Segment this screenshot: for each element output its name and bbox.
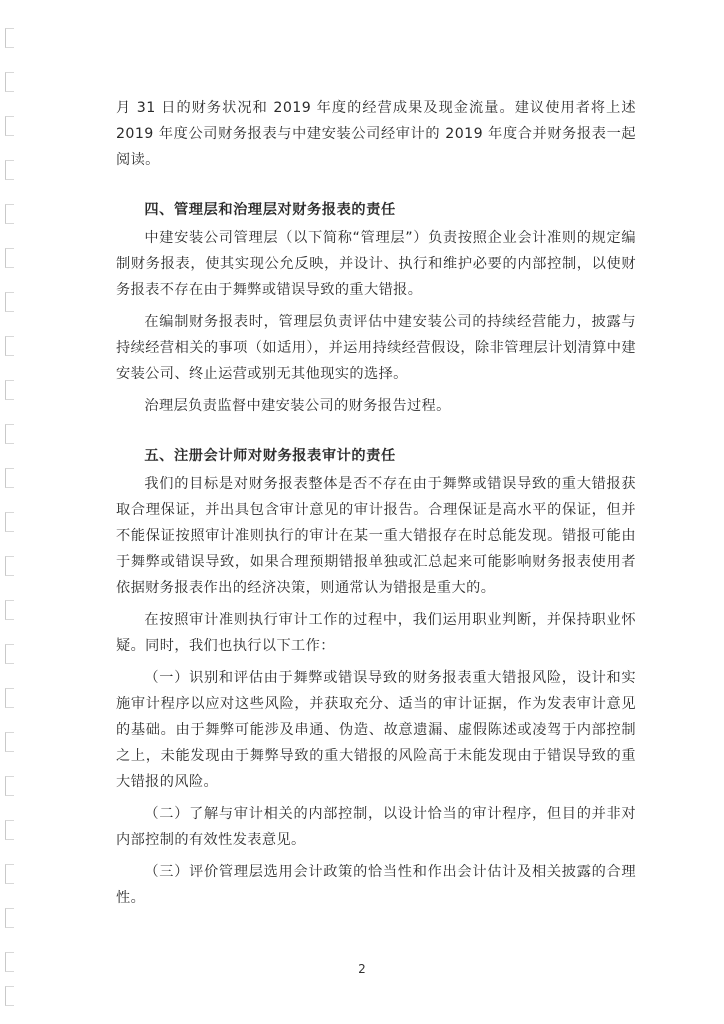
- binding-mark: [5, 424, 14, 444]
- binding-mark: [5, 600, 14, 620]
- audit-procedure-item-2: （二）了解与审计相关的内部控制，以设计恰当的审计程序，但目的并非对内部控制的有效性发表意见。: [116, 806, 636, 848]
- governance-paragraph: 治理层负责监督中建安装公司的财务报告过程。: [144, 398, 451, 414]
- binding-mark: [5, 116, 14, 136]
- section-heading-management-responsibility: 四、管理层和治理层对财务报表的责任: [144, 202, 396, 218]
- binding-mark: [5, 160, 14, 180]
- binding-mark: [5, 986, 14, 1006]
- binding-mark: [5, 292, 14, 312]
- document-body: [116, 95, 636, 911]
- binding-mark: [5, 204, 14, 224]
- binding-mark: [5, 820, 14, 840]
- binding-mark: [5, 732, 14, 752]
- audit-objective-paragraph: 我们的目标是对财务报表整体是否不存在由于舞弊或错误导致的重大错报获取合理保证，并出具包含审计意见的审计报告。合理保证是高水平的保证，但并不能保证按照审计准则执行的审计在某一重大错报存在时总能发现。错报可能由于舞弊或错误导致，如果合理预期错报单独或汇总起来可能影响财务报表使用者依据财务报表作出的经济决策，则通常认为错报是重大的。: [116, 476, 636, 596]
- audit-procedure-item-1: （一）识别和评估由于舞弊或错误导致的财务报表重大错报风险，设计和实施审计程序以应对这些风险，并获取充分、适当的审计证据，作为发表审计意见的基础。由于舞弊可能涉及串通、伪造、故意遗漏、虚假陈述或凌驾于内部控制之上，未能发现由于舞弊导致的重大错报的风险高于未能发现由于错误导致的重大错报的风险。: [116, 670, 636, 790]
- binding-mark: [5, 512, 14, 532]
- audit-procedure-item-3: （三）评价管理层选用会计政策的恰当性和作出会计估计及相关披露的合理性。: [116, 864, 636, 906]
- continued-opinion-paragraph: 月 31 日的财务状况和 2019 年度的经营成果及现金流量。建议使用者将上述 2019 年度公司财务报表与中建安装公司经审计的 2019 年度合并财务报表一起阅读。: [116, 100, 636, 168]
- binding-edge-marks: [2, 20, 16, 1010]
- binding-mark: [5, 776, 14, 796]
- binding-mark: [5, 72, 14, 92]
- binding-mark: [5, 380, 14, 400]
- binding-mark: [5, 248, 14, 268]
- section-heading-auditor-responsibility: 五、注册会计师对财务报表审计的责任: [144, 448, 396, 464]
- binding-mark: [5, 556, 14, 576]
- going-concern-paragraph: 在编制财务报表时，管理层负责评估中建安装公司的持续经营能力，披露与持续经营相关的事项（如适用），并运用持续经营假设，除非管理层计划清算中建安装公司、终止运营或别无其他现实的选择。: [116, 314, 636, 382]
- binding-mark: [5, 688, 14, 708]
- management-responsibility-paragraph: 中建安装公司管理层（以下简称“管理层”）负责按照企业会计准则的规定编制财务报表，使其实现公允反映，并设计、执行和维护必要的内部控制，以使财务报表不存在由于舞弊或错误导致的重大错报。: [116, 230, 636, 298]
- binding-mark: [5, 28, 14, 48]
- professional-judgment-paragraph: 在按照审计准则执行审计工作的过程中，我们运用职业判断，并保持职业怀疑。同时，我们也执行以下工作：: [116, 612, 636, 654]
- binding-mark: [5, 468, 14, 488]
- binding-mark: [5, 908, 14, 928]
- page-number: 2: [358, 962, 366, 976]
- binding-mark: [5, 336, 14, 356]
- binding-mark: [5, 644, 14, 664]
- binding-mark: [5, 864, 14, 884]
